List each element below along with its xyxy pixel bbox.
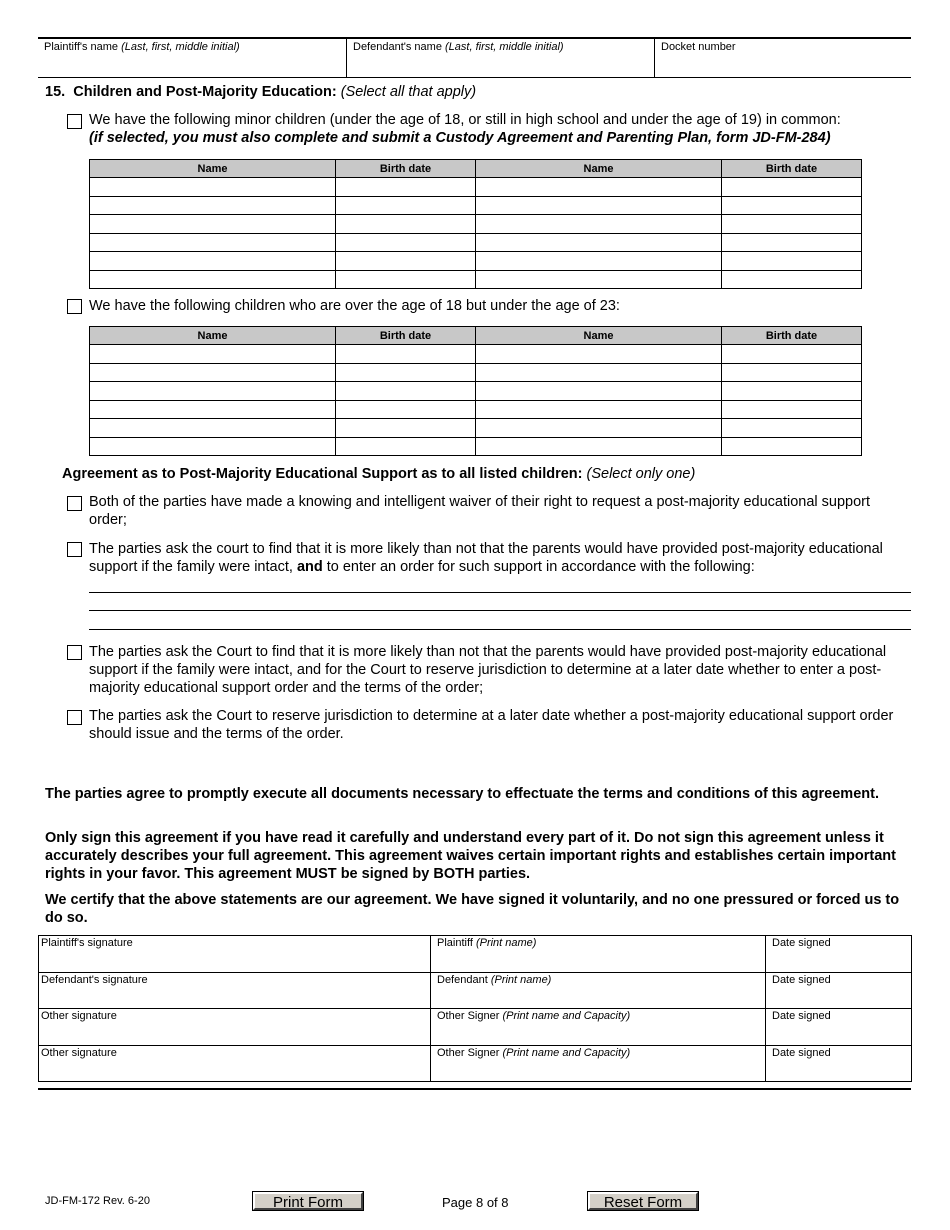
birth-date-cell[interactable]	[722, 252, 862, 271]
order-support-option-text	[89, 540, 911, 576]
col-name: Name	[476, 327, 722, 345]
signature-label: Defendant's signature	[41, 973, 148, 986]
birth-date-cell[interactable]	[336, 345, 476, 364]
print-name-hint: (Print name)	[490, 973, 552, 986]
birth-date-cell[interactable]	[722, 419, 862, 438]
birth-date-cell[interactable]	[722, 215, 862, 234]
order-support-text-bold: and	[296, 559, 323, 575]
minor-children-checkbox[interactable]	[67, 114, 82, 129]
plaintiff-name-field[interactable]	[38, 39, 346, 77]
adult-children-statement: We have the following children who are over the age of 18 but under the age of 23:	[89, 298, 620, 314]
name-cell[interactable]	[476, 437, 722, 456]
name-cell[interactable]	[476, 382, 722, 401]
name-cell[interactable]	[90, 270, 336, 289]
defendant-name-field[interactable]	[346, 39, 654, 77]
birth-date-cell[interactable]	[336, 252, 476, 271]
order-support-text-2: to enter an order for such support in accordance with the following:	[326, 559, 755, 575]
name-cell[interactable]	[90, 382, 336, 401]
name-cell[interactable]	[476, 178, 722, 197]
name-cell[interactable]	[90, 178, 336, 197]
minor-children-statement	[89, 111, 911, 147]
adult-children-table	[89, 326, 862, 456]
birth-date-cell[interactable]	[336, 419, 476, 438]
col-birth-date: Birth date	[722, 160, 862, 178]
defendant-name-label: Defendant's name	[353, 41, 442, 53]
print-name-hint: (Print name and Capacity)	[502, 1010, 631, 1022]
table-row	[90, 196, 862, 215]
section-title-text: Children and Post-Majority Education:	[73, 84, 337, 100]
order-support-option-checkbox[interactable]	[67, 542, 82, 557]
table-row	[90, 270, 862, 289]
other-date-signed-field[interactable]	[766, 1045, 912, 1082]
other-date-signed-field[interactable]	[766, 1009, 912, 1046]
col-birth-date: Birth date	[336, 160, 476, 178]
agreement-title	[62, 466, 695, 482]
col-name: Name	[90, 327, 336, 345]
name-cell[interactable]	[90, 419, 336, 438]
birth-date-cell[interactable]	[336, 196, 476, 215]
name-cell[interactable]	[476, 233, 722, 252]
name-cell[interactable]	[90, 233, 336, 252]
date-signed-label: Date signed	[772, 937, 831, 949]
table-row	[90, 178, 862, 197]
plaintiff-date-signed-field[interactable]	[766, 936, 912, 973]
find-and-reserve-option-checkbox[interactable]	[67, 645, 82, 660]
reserve-jurisdiction-option-text: The parties ask the Court to reserve jurisdiction to determine at a later date whether a post-majority educational support order should issue and the terms of the order.	[89, 708, 894, 742]
birth-date-cell[interactable]	[722, 400, 862, 419]
birth-date-cell[interactable]	[722, 363, 862, 382]
name-cell[interactable]	[90, 215, 336, 234]
table-row	[90, 382, 862, 401]
section-number: 15.	[45, 84, 66, 100]
agreement-hint: (Select only one)	[586, 466, 696, 482]
minor-children-table	[89, 159, 862, 289]
signature-table	[38, 935, 912, 1082]
section-hint: (Select all that apply)	[340, 84, 477, 100]
docket-number-field[interactable]	[654, 39, 911, 77]
name-cell[interactable]	[476, 363, 722, 382]
birth-date-cell[interactable]	[722, 437, 862, 456]
reserve-jurisdiction-option-checkbox[interactable]	[67, 710, 82, 725]
birth-date-cell[interactable]	[722, 345, 862, 364]
form-id: JD-FM-172 Rev. 6-20	[45, 1195, 150, 1207]
print-name-hint: (Print name and Capacity)	[502, 1046, 631, 1059]
signature-row	[39, 1009, 912, 1046]
defendant-date-signed-field[interactable]	[766, 972, 912, 1009]
name-cell[interactable]	[90, 345, 336, 364]
defendant-signature-field[interactable]	[39, 972, 431, 1009]
signature-row	[39, 936, 912, 973]
support-terms-line[interactable]	[89, 629, 911, 630]
signature-label: Other signature	[41, 1010, 117, 1022]
name-cell[interactable]	[476, 270, 722, 289]
execute-documents-statement: The parties agree to promptly execute all documents necessary to effectuate the terms and conditions of this agreement.	[45, 786, 879, 802]
defendant-name-hint: (Last, first, middle initial)	[445, 41, 564, 53]
name-cell[interactable]	[90, 196, 336, 215]
table-row	[90, 233, 862, 252]
other-signer-print-name-field[interactable]	[431, 1009, 766, 1046]
name-cell[interactable]	[90, 400, 336, 419]
reset-form-button[interactable]: Reset Form	[588, 1192, 698, 1210]
plaintiff-print-name-field[interactable]	[431, 936, 766, 973]
signature-row	[39, 972, 912, 1009]
col-birth-date: Birth date	[336, 327, 476, 345]
page-number: Page 8 of 8	[442, 1195, 509, 1210]
signature-row	[39, 1045, 912, 1082]
birth-date-cell[interactable]	[336, 270, 476, 289]
print-name-hint: (Print name)	[475, 937, 537, 949]
date-signed-label: Date signed	[772, 1046, 831, 1059]
case-header	[38, 37, 911, 78]
order-support-text-1: The parties ask the court to find that it is more likely than not that the parents would have provided post-majority educational support if the family were intact,	[89, 541, 883, 575]
birth-date-cell[interactable]	[722, 270, 862, 289]
section-15-title	[45, 84, 476, 100]
date-signed-label: Date signed	[772, 1010, 831, 1022]
support-terms-line[interactable]	[89, 592, 911, 593]
birth-date-cell[interactable]	[336, 363, 476, 382]
name-cell[interactable]	[90, 363, 336, 382]
name-cell[interactable]	[476, 345, 722, 364]
col-name: Name	[476, 160, 722, 178]
print-name-label: Defendant	[437, 973, 488, 986]
support-terms-line[interactable]	[89, 610, 911, 611]
name-cell[interactable]	[476, 400, 722, 419]
other-signer-print-name-field[interactable]	[431, 1045, 766, 1082]
waiver-option-checkbox[interactable]	[67, 496, 82, 511]
birth-date-cell[interactable]	[336, 215, 476, 234]
signature-label: Plaintiff's signature	[41, 937, 133, 949]
table-row	[90, 215, 862, 234]
birth-date-cell[interactable]	[722, 196, 862, 215]
birth-date-cell[interactable]	[336, 178, 476, 197]
agreement-title-text: Agreement as to Post-Majority Educational Support as to all listed children:	[62, 466, 583, 482]
adult-children-checkbox[interactable]	[67, 299, 82, 314]
signature-bottom-rule	[38, 1088, 911, 1090]
name-cell[interactable]	[476, 215, 722, 234]
find-and-reserve-option-text: The parties ask the Court to find that it is more likely than not that the parents would have provided post-majority educational support if the family were intact, and for the Court to reserve jurisdiction to determine at a later date whether to enter a post-majority educational support order and the terms of the order;	[89, 644, 887, 696]
birth-date-cell[interactable]	[722, 382, 862, 401]
signature-label: Other signature	[41, 1046, 117, 1059]
col-name: Name	[90, 160, 336, 178]
print-name-label: Plaintiff	[437, 937, 473, 949]
birth-date-cell[interactable]	[722, 178, 862, 197]
print-form-button[interactable]: Print Form	[253, 1192, 363, 1210]
minor-children-text: We have the following minor children (under the age of 18, or still in high school and under the age of 19) in common:	[89, 112, 841, 128]
birth-date-cell[interactable]	[336, 400, 476, 419]
plaintiff-name-hint: (Last, first, middle initial)	[121, 41, 240, 53]
print-name-label: Other Signer	[437, 1010, 500, 1022]
birth-date-cell[interactable]	[336, 382, 476, 401]
minor-children-note: (if selected, you must also complete and submit a Custody Agreement and Parenting Plan, form JD-FM-284)	[89, 130, 831, 146]
print-name-label: Other Signer	[437, 1046, 500, 1059]
name-cell[interactable]	[476, 252, 722, 271]
birth-date-cell[interactable]	[336, 233, 476, 252]
birth-date-cell[interactable]	[336, 437, 476, 456]
docket-number-label: Docket number	[661, 41, 736, 53]
sign-warning-statement: Only sign this agreement if you have read it carefully and understand every part of it. Do not sign this agreement unless it accurately describes your full agreement. This agreement waives certain important rights and establishes certain important rights in your favor. This agreement MUST be signed by BOTH parties.	[45, 830, 896, 882]
waiver-option-text: Both of the parties have made a knowing and intelligent waiver of their right to request a post-majority educational support order;	[89, 494, 871, 528]
name-cell[interactable]	[476, 419, 722, 438]
birth-date-cell[interactable]	[722, 233, 862, 252]
table-row	[90, 363, 862, 382]
certification-statement: We certify that the above statements are our agreement. We have signed it voluntarily, and no one pressured or forced us to do so.	[45, 892, 900, 926]
table-row	[90, 437, 862, 456]
name-cell[interactable]	[90, 252, 336, 271]
plaintiff-signature-field[interactable]	[39, 936, 431, 973]
table-row	[90, 252, 862, 271]
other-signature-field[interactable]	[39, 1045, 431, 1082]
col-birth-date: Birth date	[722, 327, 862, 345]
defendant-print-name-field[interactable]	[431, 972, 766, 1009]
plaintiff-name-label: Plaintiff's name	[44, 41, 119, 53]
name-cell[interactable]	[90, 437, 336, 456]
other-signature-field[interactable]	[39, 1009, 431, 1046]
table-row	[90, 345, 862, 364]
date-signed-label: Date signed	[772, 973, 831, 986]
name-cell[interactable]	[476, 196, 722, 215]
table-row	[90, 419, 862, 438]
table-row	[90, 400, 862, 419]
